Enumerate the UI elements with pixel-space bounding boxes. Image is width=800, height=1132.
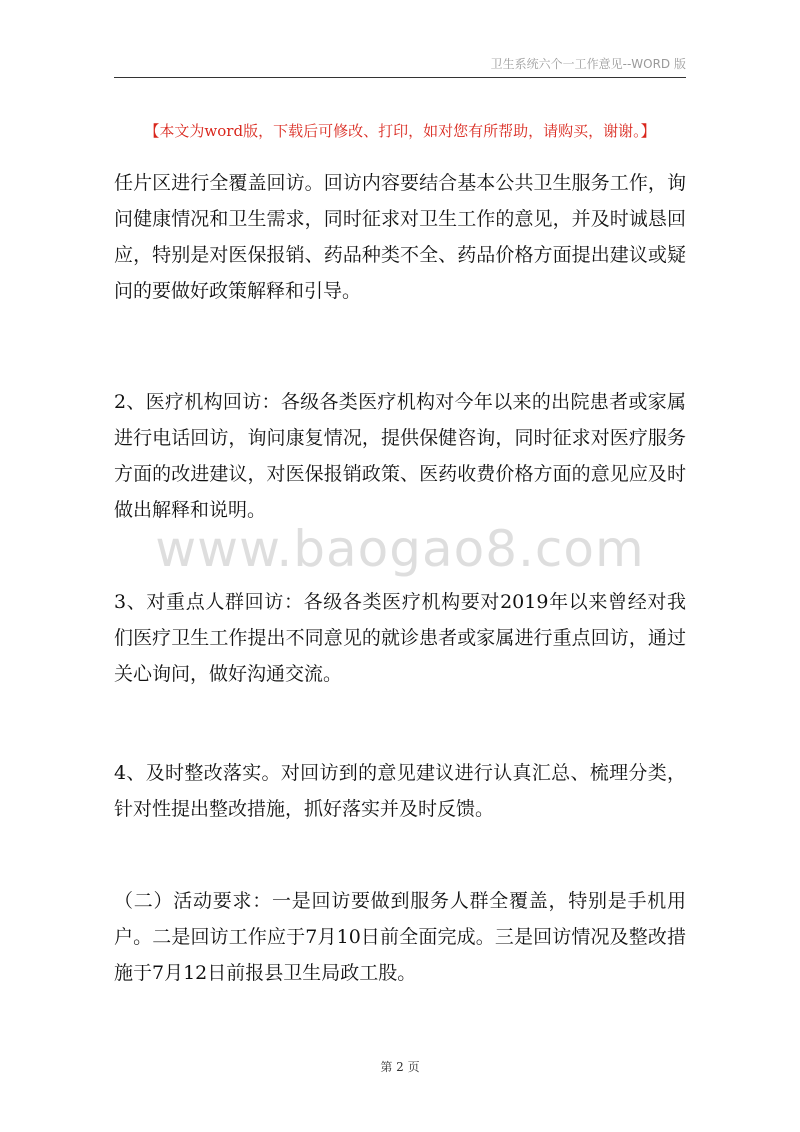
paragraph-activity-requirements: （二）活动要求：一是回访要做到服务人群全覆盖，特别是手机用户。二是回访工作应于7月10日前全面完成。三是回访情况及整改措施于7月12日前报县卫生局政工股。 (114, 890, 686, 984)
paragraph-revisit-coverage: 任片区进行全覆盖回访。回访内容要结合基本公共卫生服务工作，询问健康情况和卫生需求，同时征求对卫生工作的意见，并及时诚恳回应，特别是对医保报销、药品种类不全、药品价格方面提出建议或疑问的要做好政策解释和引导。 (114, 172, 686, 302)
header-divider (114, 77, 686, 78)
running-header: 卫生系统六个一工作意见--WORD 版 (490, 57, 686, 71)
paragraph-key-group-revisit: 3、对重点人群回访：各级各类医疗机构要对2019年以来曾经对我们医疗卫生工作提出不同意见的就诊患者或家属进行重点回访，通过关心询问，做好沟通交流。 (114, 591, 686, 685)
download-notice: 【本文为word版，下载后可修改、打印，如对您有所帮助，请购买，谢谢。】 (144, 122, 656, 140)
paragraph-medical-institution-revisit: 2、医疗机构回访：各级各类医疗机构对今年以来的出院患者或家属进行电话回访，询问康复情况，提供保健咨询，同时征求对医疗服务方面的改进建议，对医保报销政策、医药收费价格方面的意见应及时做出解释和说明。 (114, 391, 686, 521)
paragraph-rectification: 4、及时整改落实。对回访到的意见建议进行认真汇总、梳理分类，针对性提出整改措施，抓好落实并及时反馈。 (114, 762, 686, 820)
watermark: www.baogao8.com (155, 520, 645, 578)
page-number: 第 2 页 (380, 1060, 420, 1074)
